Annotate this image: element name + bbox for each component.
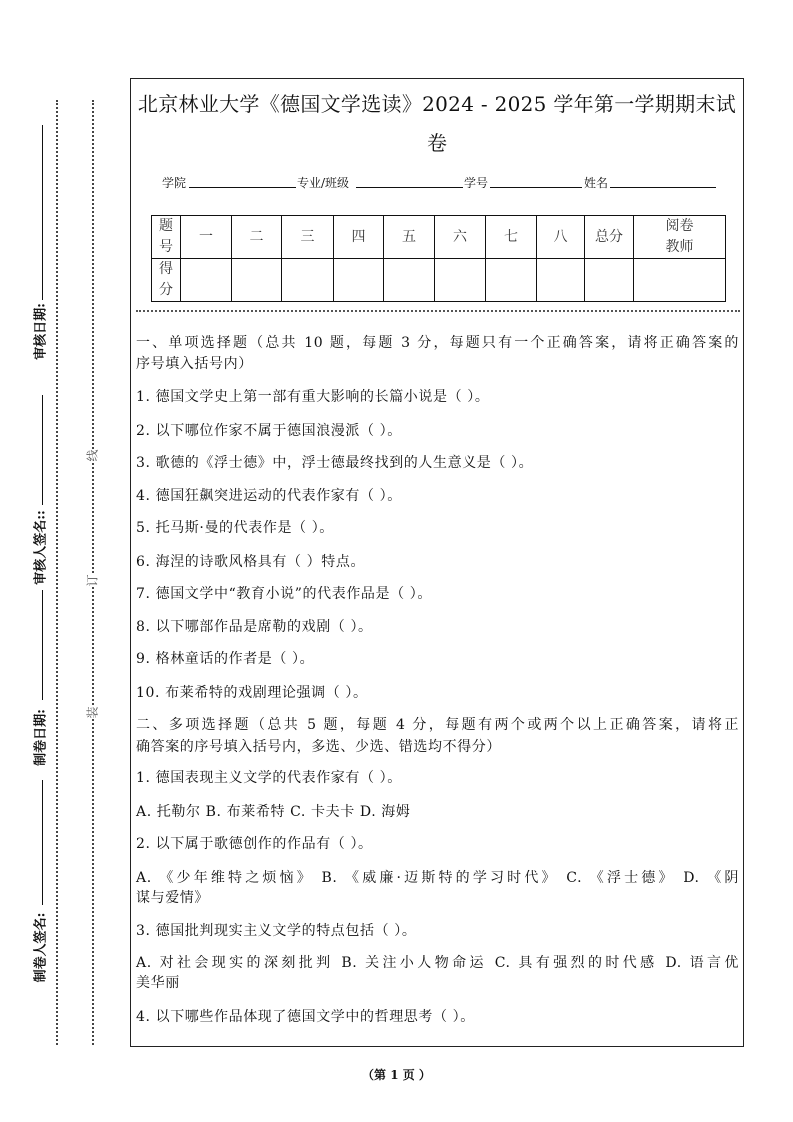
- question: 2. 以下属于歌德创作的作品有（ ）。: [136, 836, 373, 852]
- score-cell[interactable]: [181, 259, 232, 302]
- question: 3. 德国批判现实主义文学的特点包括（ ）。: [136, 923, 417, 939]
- column-header: 二: [232, 216, 282, 259]
- binding-mark-order: 订: [85, 574, 100, 587]
- question-options: A. 对社会现实的深刻批判 B. 关注小人物命运 C. 具有强烈的时代感 D. 语言优: [136, 955, 739, 971]
- section2-heading-cont: 确答案的序号填入括号内，多选、少选、错选均不得分）: [136, 739, 501, 755]
- exam-title-continued: 卷: [427, 131, 447, 155]
- question-options-cont: 美华丽: [136, 975, 180, 991]
- score-table: [151, 215, 726, 302]
- score-cell[interactable]: [435, 259, 486, 302]
- question: 4. 德国狂飙突进运动的代表作家有（ ）。: [136, 488, 402, 504]
- section-divider: [136, 310, 740, 312]
- reviewer-signature-line: [42, 395, 43, 505]
- score-cell[interactable]: [384, 259, 435, 302]
- question: 6. 海涅的诗歌风格具有（ ）特点。: [136, 554, 366, 570]
- field-input-student-id[interactable]: [490, 187, 582, 188]
- preparation-date-label: 制卷日期:: [33, 709, 49, 766]
- field-input-major-class[interactable]: [356, 187, 463, 188]
- field-input-name[interactable]: [610, 187, 716, 188]
- column-header: 八: [537, 216, 585, 259]
- question: 9. 格林童话的作者是（ ）。: [136, 651, 315, 667]
- score-cell[interactable]: [486, 259, 537, 302]
- section1-heading: 一、单项选择题（总共 10 题，每题 3 分，每题只有一个正确答案，请将正确答案的: [136, 335, 739, 351]
- column-header: 三: [282, 216, 334, 259]
- section2-heading: 二、多项选择题（总共 5 题，每题 4 分，每题有两个或两个以上正确答案，请将正: [136, 717, 739, 733]
- score-cell[interactable]: [282, 259, 334, 302]
- review-date-signature-line: [42, 125, 43, 300]
- binding-mark-bind: 装: [85, 706, 100, 719]
- preparer-signature-label: 制卷人签名:: [33, 912, 49, 983]
- column-header-grader: 阅卷 教师: [634, 216, 726, 259]
- score-table-header-row: [152, 216, 726, 259]
- column-header-total: 总分: [585, 216, 634, 259]
- column-header: 五: [384, 216, 435, 259]
- field-label-major-class: 专业/班级: [297, 176, 350, 190]
- section1-heading-cont: 序号填入括号内）: [136, 356, 253, 372]
- question: 1. 德国文学史上第一部有重大影响的长篇小说是（ ）。: [136, 389, 490, 405]
- score-cell[interactable]: [334, 259, 384, 302]
- preparer-signature-line: [42, 780, 43, 905]
- question-options-cont: 谋与爱情》: [136, 890, 209, 906]
- question: 8. 以下哪部作品是席勒的戏剧（ ）。: [136, 619, 373, 635]
- question-options: A. 《少年维特之烦恼》 B. 《威廉·迈斯特的学习时代》 C. 《浮士德》 D. 《阴: [136, 870, 739, 886]
- column-header: 六: [435, 216, 486, 259]
- review-date-label: 审核日期:: [33, 303, 49, 360]
- binding-dotted-line-inner: [92, 100, 94, 1045]
- question: 5. 托马斯·曼的代表作是（ ）。: [136, 520, 334, 536]
- score-cell[interactable]: [232, 259, 282, 302]
- field-input-college[interactable]: [189, 187, 296, 188]
- score-cell-grader[interactable]: [634, 259, 726, 302]
- score-cell[interactable]: [537, 259, 585, 302]
- row-label-score: 得 分: [152, 259, 181, 302]
- binding-dotted-line-outer: [56, 100, 58, 1045]
- reviewer-signature-label: 审核人签名::: [33, 510, 49, 585]
- page-number: （第 1 页 ）: [362, 1068, 431, 1082]
- column-header: 七: [486, 216, 537, 259]
- score-table-score-row: [152, 259, 726, 302]
- field-label-college: 学院: [162, 176, 187, 190]
- row-label-question-number: 题 号: [152, 216, 181, 259]
- field-label-student-id: 学号: [464, 176, 489, 190]
- exam-title: 北京林业大学《德国文学选读》2024 - 2025 学年第一学期期末试: [137, 92, 737, 116]
- question-options: A. 托勒尔 B. 布莱希特 C. 卡夫卡 D. 海姆: [136, 804, 411, 820]
- score-cell-total[interactable]: [585, 259, 634, 302]
- column-header: 四: [334, 216, 384, 259]
- question: 4. 以下哪些作品体现了德国文学中的哲理思考（ ）。: [136, 1009, 475, 1025]
- preparation-date-line: [42, 590, 43, 700]
- field-label-name: 姓名: [584, 176, 609, 190]
- question: 7. 德国文学中“教育小说”的代表作品是（ ）。: [136, 586, 432, 602]
- question: 1. 德国表现主义文学的代表作家有（ ）。: [136, 770, 402, 786]
- question: 10. 布莱希特的戏剧理论强调（ ）。: [136, 685, 368, 701]
- binding-mark-line: 线: [85, 449, 100, 462]
- question: 3. 歌德的《浮士德》中，浮士德最终找到的人生意义是（ ）。: [136, 455, 534, 471]
- question: 2. 以下哪位作家不属于德国浪漫派（ ）。: [136, 423, 402, 439]
- column-header: 一: [181, 216, 232, 259]
